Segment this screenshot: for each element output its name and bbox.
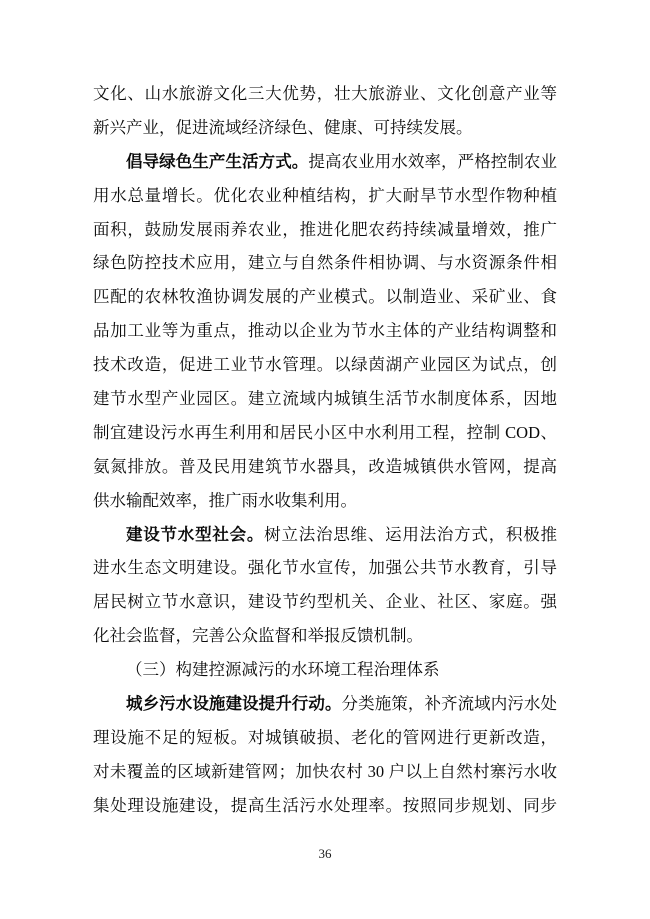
text-line	[93, 789, 557, 823]
text-line	[93, 246, 557, 280]
text-line	[93, 314, 557, 348]
text-line	[93, 213, 557, 247]
text-line	[93, 145, 557, 179]
body-text: 树立法治思维、运用法治方式，积极推	[264, 524, 557, 544]
text-line	[93, 484, 557, 518]
text-line	[93, 687, 557, 721]
body-text: 匹配的农林牧渔协调发展的产业模式。以制造业、采矿业、食	[93, 287, 557, 307]
text-line	[93, 585, 557, 619]
section-heading-text: （三）构建控源减污的水环境工程治理体系	[126, 660, 440, 680]
body-text: 品加工业等为重点，推动以企业为节水主体的产业结构调整和	[93, 321, 557, 341]
text-line	[93, 416, 557, 450]
body-text: 对未覆盖的区域新建管网；加快农村 30 户以上自然村寨污水收	[93, 761, 557, 781]
body-text: 提高农业用水效率，严格控制农业	[308, 151, 557, 171]
text-line	[93, 518, 557, 552]
body-text: 文化、山水旅游文化三大优势，壮大旅游业、文化创意产业等	[93, 84, 557, 103]
body-text: 用水总量增长。优化农业种植结构，扩大耐旱节水型作物种植	[93, 185, 557, 205]
text-line	[93, 755, 557, 789]
body-text: 面积，鼓励发展雨养农业，推进化肥农药持续减量增效，推广	[93, 219, 557, 239]
body-text: 新兴产业，促进流域经济绿色、健康、可持续发展。	[93, 117, 473, 137]
text-line	[93, 721, 557, 755]
text-line	[93, 348, 557, 382]
text-line	[93, 551, 557, 585]
text-line	[93, 280, 557, 314]
text-line	[93, 619, 557, 653]
text-line	[93, 450, 557, 484]
text-line	[93, 653, 557, 687]
body-text: 分类施策，补齐流域内污水处	[341, 694, 557, 714]
text-line	[93, 179, 557, 213]
body-text: 绿色防控技术应用，建立与自然条件相协调、与水资源条件相	[93, 253, 557, 273]
emphasis-text: 城乡污水设施建设提升行动。	[126, 694, 342, 714]
text-line	[93, 77, 557, 111]
body-text: 理设施不足的短板。对城镇破损、老化的管网进行更新改造，	[93, 727, 557, 747]
body-text: 供水输配效率，推广雨水收集利用。	[93, 490, 357, 510]
body-text: 氨氮排放。普及民用建筑节水器具，改造城镇供水管网，提高	[93, 456, 557, 476]
document-text	[93, 77, 557, 823]
body-text: 化社会监督，完善公众监督和举报反馈机制。	[93, 626, 423, 646]
text-line	[93, 382, 557, 416]
emphasis-text: 建设节水型社会。	[126, 524, 265, 544]
page-number: 36	[318, 846, 332, 861]
emphasis-text: 倡导绿色生产生活方式。	[126, 151, 309, 171]
text-line	[93, 111, 557, 145]
body-text: 技术改造，促进工业节水管理。以绿茵湖产业园区为试点，创	[93, 355, 557, 375]
body-text: 建节水型产业园区。建立流域内城镇生活节水制度体系，因地	[93, 389, 557, 409]
body-text: 集处理设施建设，提高生活污水处理率。按照同步规划、同步	[93, 795, 557, 815]
body-text: 进水生态文明建设。强化节水宣传，加强公共节水教育，引导	[93, 558, 557, 578]
body-text: 居民树立节水意识，建设节约型机关、企业、社区、家庭。强	[93, 592, 557, 612]
body-text: 制宜建设污水再生利用和居民小区中水利用工程，控制 COD、	[93, 422, 557, 442]
